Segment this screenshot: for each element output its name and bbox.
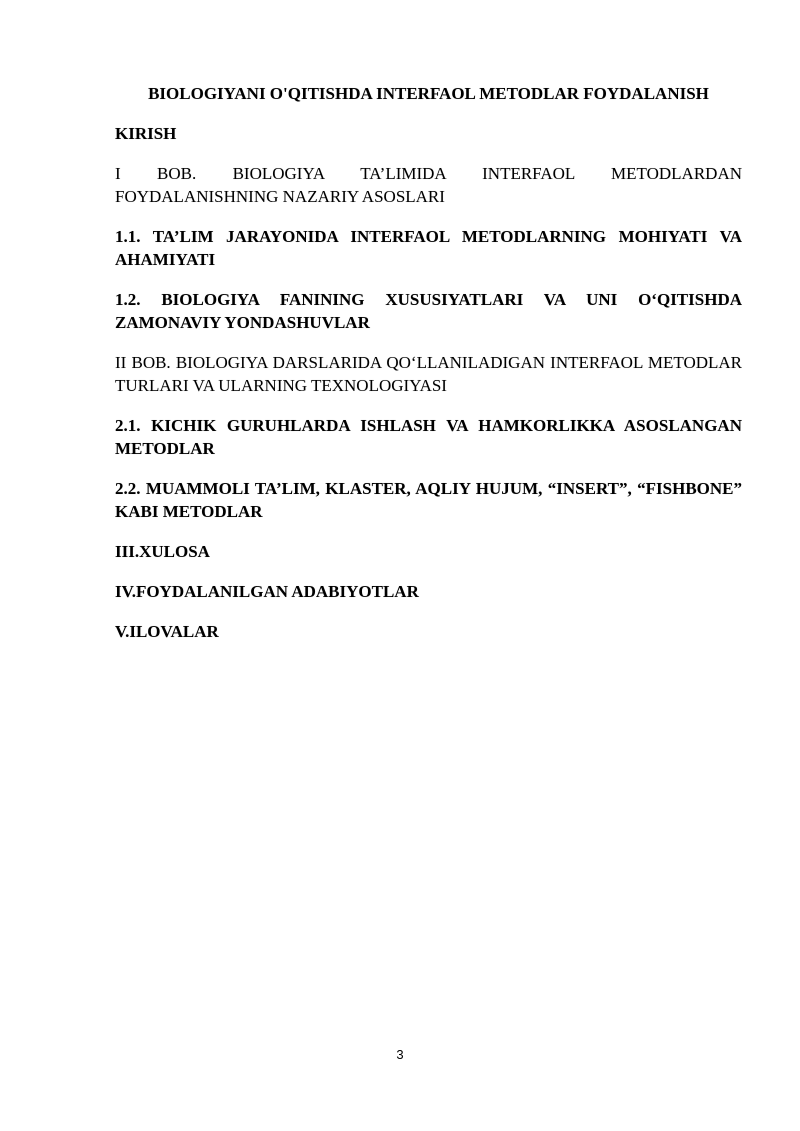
- toc-entry-chapter-1: I BOB. BIOLOGIYA TA’LIMIDA INTERFAOL METODLARDAN FOYDALANISHNING NAZARIY ASOSLARI: [115, 164, 742, 206]
- toc-entry-introduction: KIRISH: [115, 124, 177, 143]
- table-of-contents: [115, 82, 742, 660]
- toc-entry-conclusion: III.XULOSA: [115, 542, 210, 561]
- page-number: 3: [396, 1047, 404, 1062]
- toc-entry-appendices: V.ILOVALAR: [115, 622, 219, 641]
- document-title: BIOLOGIYANI O'QITISHDA INTERFAOL METODLAR FOYDALANISH: [148, 84, 709, 103]
- toc-entry-section-2-1: 2.1. KICHIK GURUHLARDA ISHLASH VA HAMKORLIKKA ASOSLANGAN METODLAR: [115, 416, 742, 458]
- toc-entry-references: IV.FOYDALANILGAN ADABIYOTLAR: [115, 582, 419, 601]
- toc-entry-section-2-2: 2.2. MUAMMOLI TA’LIM, KLASTER, AQLIY HUJUM, “INSERT”, “FISHBONE” KABI METODLAR: [115, 479, 742, 521]
- toc-entry-section-1-2: 1.2. BIOLOGIYA FANINING XUSUSIYATLARI VA UNI O‘QITISHDA ZAMONAVIY YONDASHUVLAR: [115, 290, 742, 332]
- toc-entry-section-1-1: 1.1. TA’LIM JARAYONIDA INTERFAOL METODLARNING MOHIYATI VA AHAMIYATI: [115, 227, 742, 269]
- toc-entry-chapter-2: II BOB. BIOLOGIYA DARSLARIDA QO‘LLANILADIGAN INTERFAOL METODLAR TURLARI VA ULARNING TEXNOLOGIYASI: [115, 353, 742, 395]
